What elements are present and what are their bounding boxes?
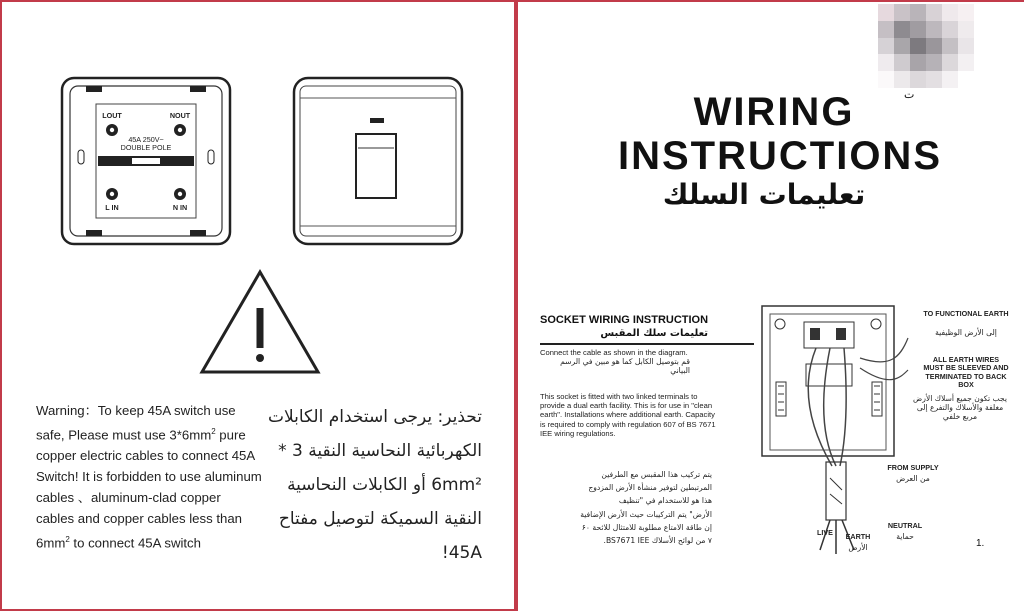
body-ar-line: الأرض" يتم التركيبات حيث الأرض الإضافية — [580, 509, 712, 519]
label-all-earth: ALL EARTH WIRES MUST BE SLEEVED AND TERMINATED TO BACK BOX — [923, 355, 1009, 390]
corner-fragment: ت — [904, 89, 915, 101]
warning-en-part2: pure copper electric cables to connect 45A Switch! It is forbidden to use aluminum cables 、aluminum-clad copper cables and copper cables less than 6mm — [36, 427, 262, 551]
socket-body-arabic — [540, 470, 712, 545]
warning-ar-line: 6mm² أو الكابلات النحاسية — [287, 475, 482, 495]
terminal-n-in-label: N IN — [172, 203, 188, 212]
label-from-supply: FROM SUPPLY — [887, 463, 939, 472]
label-earth-arabic: الأرض — [848, 543, 868, 552]
label-functional-earth-arabic: إلى الأرض الوظيفية — [935, 328, 997, 337]
terminal-n-out-label: NOUT — [169, 111, 191, 120]
socket-heading: SOCKET WIRING INSTRUCTION — [540, 314, 709, 326]
label-neutral: NEUTRAL — [887, 521, 923, 530]
warning-text-english — [36, 400, 262, 554]
socket-heading-arabic: تعليمات سلك المقبس — [600, 328, 708, 339]
body-ar-line: ٧ من لوائح الأسلاك BS7671 IEE. — [603, 536, 712, 546]
connect-text-arabic: قم بتوصيل الكابل كما هو مبين في الرسم البياني — [560, 357, 690, 376]
warning-ar-line: تحذير: يرجى استخدام الكابلات — [267, 407, 482, 427]
socket-wiring-diagram — [750, 298, 910, 560]
connect-text: Connect the cable as shown in the diagram. — [540, 348, 688, 357]
right-page — [516, 0, 1024, 611]
label-functional-earth: TO FUNCTIONAL EARTH — [923, 309, 1009, 318]
warning-text-arabic — [264, 400, 482, 570]
warning-en-sup2: 2 — [65, 535, 70, 545]
label-from-supply-arabic: من العرض — [896, 474, 930, 483]
terminal-l-out-label: LOUT — [102, 111, 122, 120]
label-all-earth-arabic: يجب تكون جميع أسلاك الأرض مغلفة والأسلاك والتفرع إلى مربع خلفي — [913, 394, 1007, 422]
label-live: LIVE — [817, 528, 833, 537]
switch-back-diagram — [60, 76, 232, 246]
terminal-l-in-label: L IN — [105, 203, 119, 212]
body-ar-line: هذا هو للاستخدام في "تنظيف — [618, 496, 712, 506]
label-neutral-arabic: حماية — [896, 532, 914, 541]
pixelated-redaction — [878, 4, 974, 88]
body-ar-line: إن طاقة الامتاع مطلوبة للامتثال للائحة ۶۰ — [581, 522, 712, 532]
warning-en-part3: to connect 45A switch — [69, 535, 201, 551]
title-line2: INSTRUCTIONS — [618, 134, 942, 178]
page-number: 1. — [976, 538, 985, 549]
warning-en-part1: Warning：To keep 45A switch use safe, Please must use 3*6mm — [36, 403, 236, 443]
body-ar-line: يتم تركيب هذا المقبس مع الطرفين — [601, 470, 712, 479]
pole-label: DOUBLE POLE — [120, 143, 172, 152]
warning-ar-line: النقية السميكة لتوصيل مفتاح — [278, 509, 482, 529]
label-earth: EARTH — [845, 532, 871, 541]
title-line1: WIRING — [693, 90, 855, 134]
rating-label: 45A 250V~ — [128, 135, 164, 144]
body-ar-line: المرتبطين لتوفير منشأة الأرض المزدوج — [588, 483, 712, 493]
title-arabic: تعليمات السلك — [662, 178, 866, 211]
socket-body-english: This socket is fitted with two linked terminals to provide a dual earth facility. This is for use in "clean earth". Installations where additional earth. Capacity is required to comply with regulation 607 of BS 7671 IEE wiring regulations. — [540, 392, 716, 438]
warning-en-sup: 2 — [211, 427, 216, 436]
warning-ar-line: 45A! — [441, 543, 482, 563]
warning-triangle-icon — [198, 268, 322, 376]
heading-rule — [540, 343, 754, 345]
warning-ar-line: الكهربائية النحاسية النقية 3 * — [278, 441, 482, 461]
switch-front-diagram — [292, 76, 464, 246]
